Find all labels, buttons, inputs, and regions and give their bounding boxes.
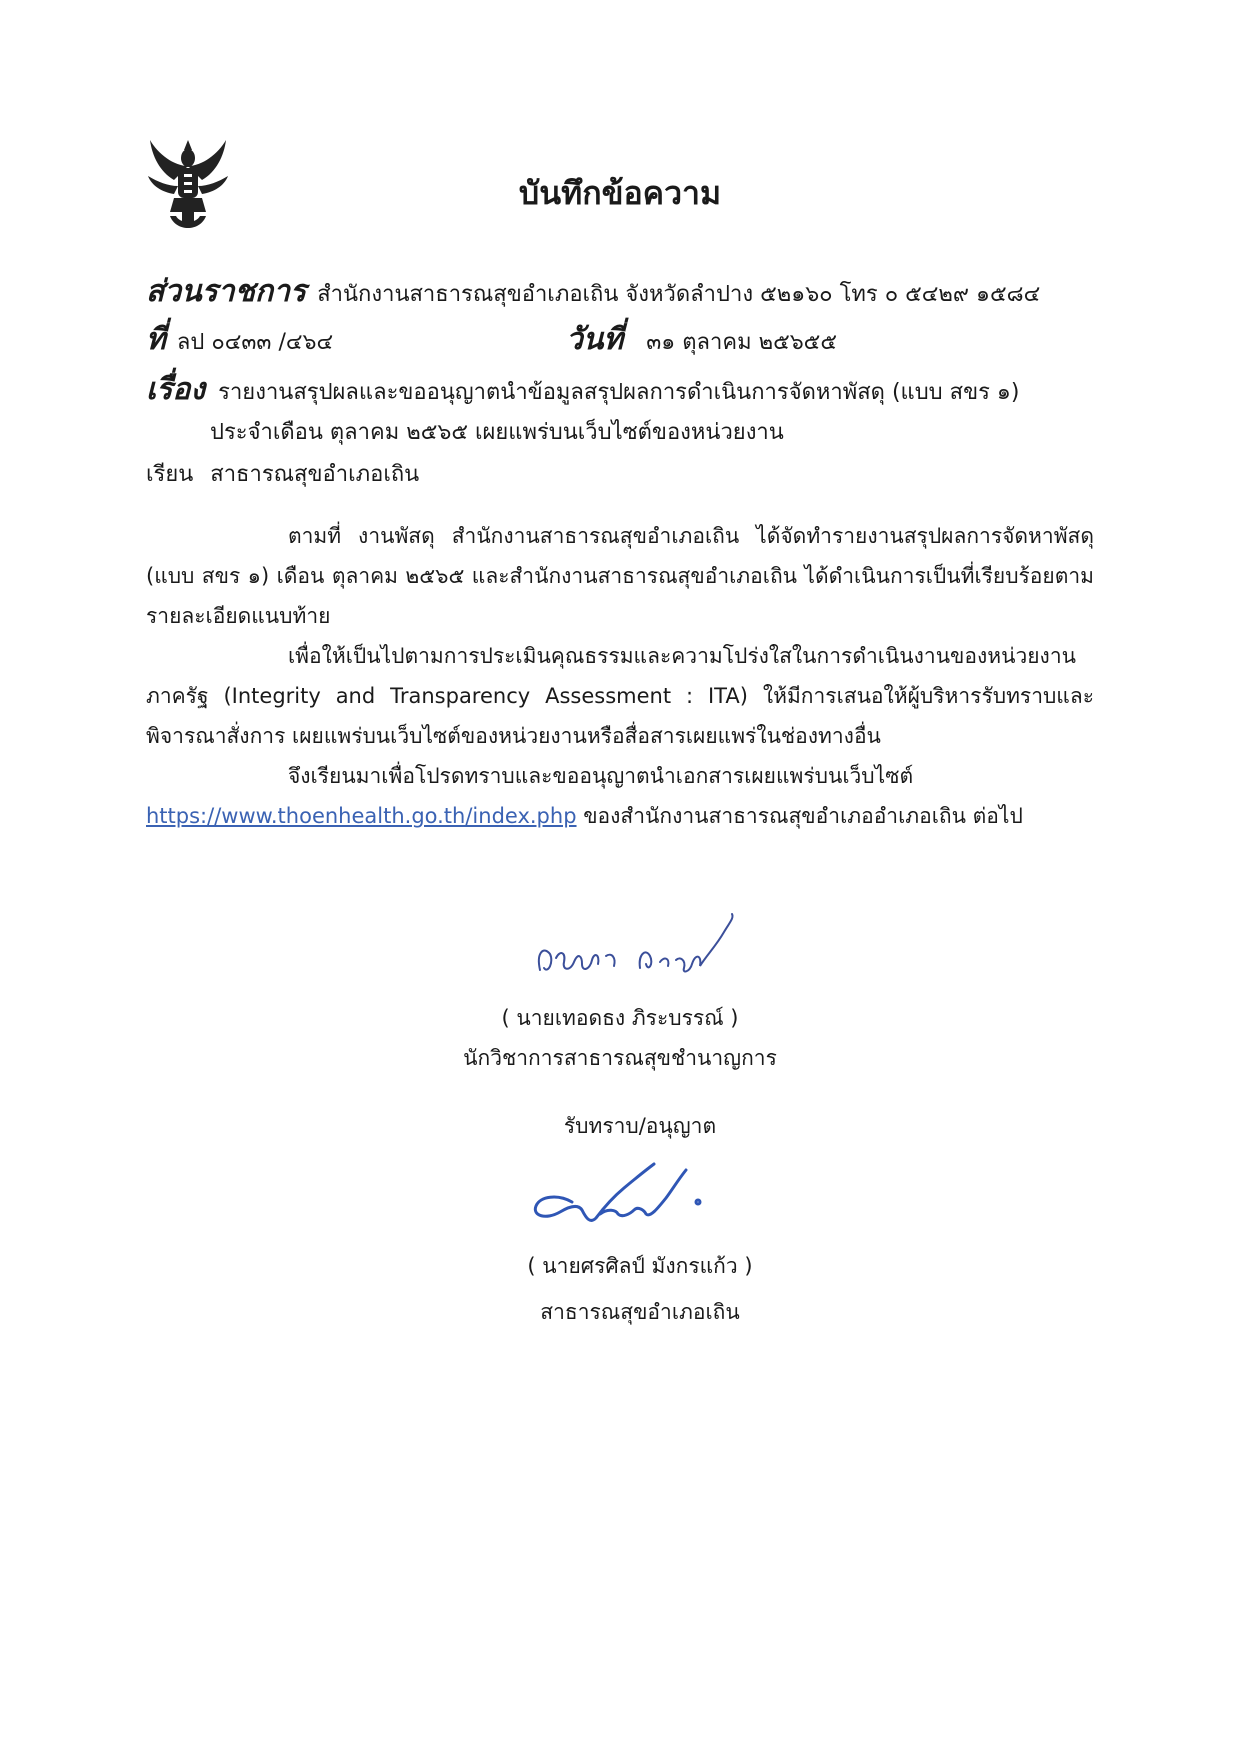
subject-line-2: ประจำเดือน ตุลาคม ๒๕๖๕ เผยแพร่บนเว็บไซต์ของหน่วยงาน <box>210 420 784 445</box>
subject-row <box>146 366 1019 413</box>
reference-row <box>146 316 333 363</box>
reference-label: ที่ <box>146 322 166 357</box>
document-title: บันทึกข้อความ <box>518 174 722 212</box>
agency-label: ส่วนราชการ <box>146 274 307 309</box>
approval-text: รับทราบ/อนุญาต <box>563 1114 717 1138</box>
signature-2 <box>530 1158 750 1238</box>
signer-1-position: นักวิชาการสาธารณสุขชำนาญการ <box>463 1046 777 1070</box>
agency-row <box>146 268 1040 315</box>
paragraph-3-line-2 <box>146 796 1094 836</box>
date-label: วันที่ <box>566 322 624 357</box>
paragraph-3-tail: ของสำนักงานสาธารณสุขอำเภออำเภอเถิน ต่อไป <box>576 804 1023 828</box>
website-link[interactable]: https://www.thoenhealth.go.th/index.php <box>146 804 577 828</box>
paragraph-2: เพื่อให้เป็นไปตามการประเมินคุณธรรมและความโปร่งใสในการดำเนินงานของหน่วยงานภาครัฐ (Integrity and Transparency Assessment : ITA) ให้มีการเสนอให้ผู้บริหารรับทราบและพิจารณาสั่งการ เผยแพร่บนเว็บไซต์ของหน่วยงานหรือสื่อสารเผยแพร่ในช่องทางอื่น <box>146 644 1094 748</box>
paragraph-3-line-1: จึงเรียนมาเพื่อโปรดทราบและขออนุญาตนำเอกสารเผยแพร่บนเว็บไซต์ <box>288 764 914 788</box>
reference-number: ลป ๐๔๓๓ /๔๖๔ <box>176 330 334 355</box>
subject-label: เรื่อง <box>146 372 206 407</box>
signature-1 <box>530 912 760 1002</box>
date-row <box>566 316 837 363</box>
paragraph-1: ตามที่ งานพัสดุ สำนักงานสาธารณสุขอำเภอเถิน ได้จัดทำรายงานสรุปผลการจัดหาพัสดุ (แบบ สขร ๑) เดือน ตุลาคม ๒๕๖๕ และสำนักงานสาธารณสุขอำเภอเถิน ได้ดำเนินการเป็นที่เรียบร้อยตามรายละเอียดแนบท้าย <box>146 524 1094 628</box>
subject-line-1: รายงานสรุปผลและขออนุญาตนำข้อมูลสรุปผลการดำเนินการจัดหาพัสดุ (แบบ สขร ๑) <box>218 380 1020 405</box>
signer-1-name: ( นายเทอดธง ภิระบรรณ์ ) <box>501 1006 739 1030</box>
agency-value: สำนักงานสาธารณสุขอำเภอเถิน จังหวัดลำปาง ๕๒๑๖๐ โทร ๐ ๕๔๒๙ ๑๕๘๔ <box>317 282 1041 307</box>
signer-2-position: สาธารณสุขอำเภอเถิน <box>540 1300 740 1324</box>
addressee-row <box>146 456 419 491</box>
signer-2-name: ( นายศรศิลป์ มังกรแก้ว ) <box>527 1254 753 1278</box>
addressee-label: เรียน <box>146 462 194 487</box>
date-value: ๓๑ ตุลาคม ๒๕๖๕๕ <box>646 330 837 355</box>
addressee-value: สาธารณสุขอำเภอเถิน <box>210 462 420 487</box>
